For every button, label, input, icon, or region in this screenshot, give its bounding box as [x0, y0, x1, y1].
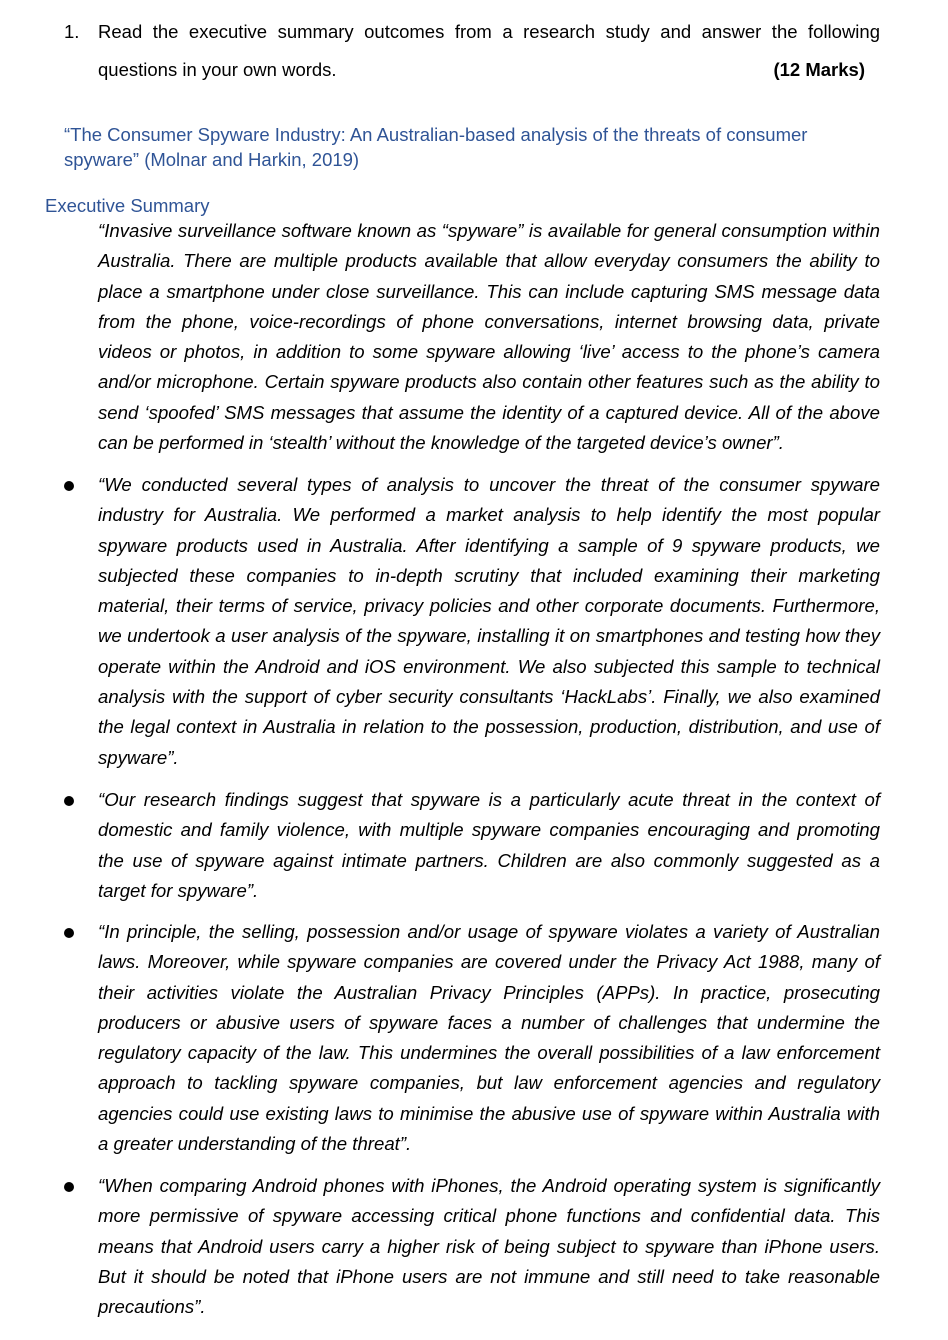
bullet-dot [64, 481, 74, 491]
question-number: 1. [64, 21, 80, 42]
question-text-line2-row [98, 59, 865, 81]
summary-bullet-2: “Our research findings suggest that spyware is a particularly acute threat in the context of domestic and family violence, with multiple spyware companies encouraging and promoting the use of spyware against intimate partners. Children are also commonly suggested as a target for spyware”. [98, 789, 880, 901]
summary-bullet-1: “We conducted several types of analysis to uncover the threat of the consumer spyware industry for Australia. We performed a market analysis to help identify the most popular spyware products used in Australia. After identifying a sample of 9 spyware products, we subjected these companies to in-depth scrutiny that included examining their marketing material, their terms of service, privacy policies and other corporate documents. Furthermore, we undertook a user analysis of the spyware, installing it on smartphones and testing how they operate within the Android and iOS environment. We also subjected this sample to technical analysis with the support of cyber security consultants ‘HackLabs’. Finally, we also examined the legal context in Australia in relation to the possession, production, distribution, and use of spyware”. [98, 474, 880, 768]
summary-bullet-4: “When comparing Android phones with iPhones, the Android operating system is significantly more permissive of spyware accessing critical phone functions and confidential data. This means that Android users carry a higher risk of being subject to spyware than iPhone users. But it should be noted that iPhone users are not immune and still need to take reasonable precautions”. [98, 1175, 880, 1318]
bullet-dot [64, 796, 74, 806]
reference-title: “The Consumer Spyware Industry: An Australian-based analysis of the threats of consumer spyware” (Molnar and Harkin, 2019) [64, 124, 808, 170]
bullet-dot [64, 928, 74, 938]
executive-summary-heading: Executive Summary [45, 195, 210, 216]
question-marks: (12 Marks) [773, 59, 865, 80]
question-text-line2: questions in your own words. [98, 59, 337, 80]
bullet-dot [64, 1182, 74, 1192]
question-text-line1: Read the executive summary outcomes from a research study and answer the following [98, 21, 880, 42]
summary-bullet-3: “In principle, the selling, possession and/or usage of spyware violates a variety of Australian laws. Moreover, while spyware companies are covered under the Privacy Act 1988, many of their activities violate the Australian Privacy Principles (APPs). In practice, prosecuting producers or abusive users of spyware faces a number of challenges that undermine the regulatory capacity of the law. This undermines the overall possibilities of a law enforcement approach to tackling spyware companies, but law enforcement agencies and regulatory agencies could use existing laws to minimise the abusive use of spyware within Australia with a greater understanding of the threat”. [98, 921, 880, 1155]
summary-intro-paragraph: “Invasive surveillance software known as “spyware” is available for general consumption within Australia. There are multiple products available that allow everyday consumers the ability to place a smartphone under close surveillance. This can include capturing SMS message data from the phone, voice-recordings of phone conversations, internet browsing data, private videos or photos, in addition to some spyware allowing ‘live’ access to the phone’s camera and/or microphone. Certain spyware products also contain other features such as the ability to send ‘spoofed’ SMS messages that assume the identity of a captured device. All of the above can be performed in ‘stealth’ without the knowledge of the targeted device’s owner”. [98, 220, 880, 454]
